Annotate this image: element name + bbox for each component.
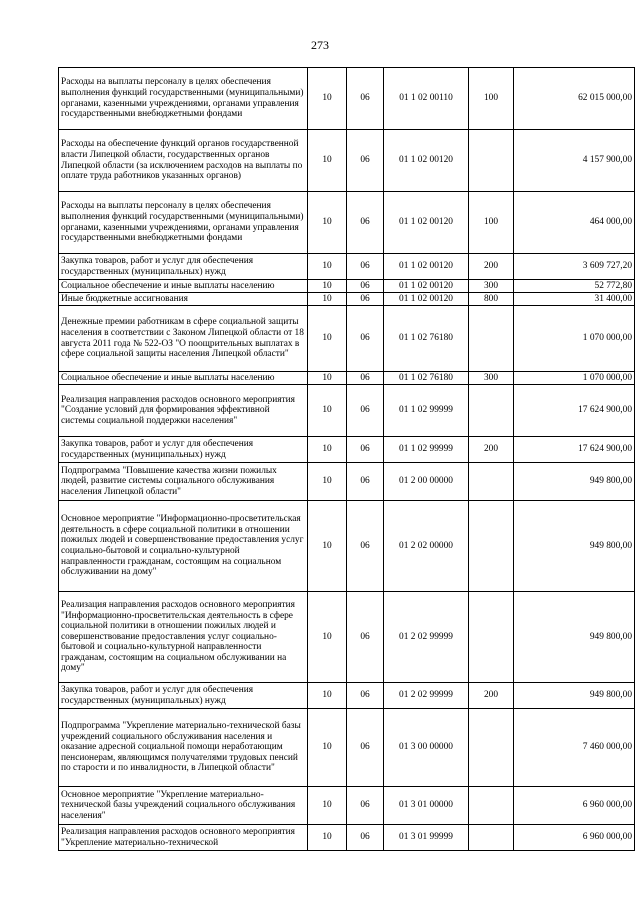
row-amount: 464 000,00: [514, 192, 635, 254]
row-description: Закупка товаров, работ и услуг для обеспечения государственных (муниципальных) нужд: [59, 437, 308, 463]
table-row: [59, 787, 635, 825]
page-number: 273: [311, 38, 329, 52]
row-expense-type: [469, 825, 514, 851]
row-expense-type: 300: [469, 372, 514, 385]
row-subsection: 06: [347, 683, 384, 709]
row-section: 10: [308, 501, 347, 592]
row-expense-type: [469, 130, 514, 192]
row-amount: 4 157 900,00: [514, 130, 635, 192]
row-subsection: 06: [347, 825, 384, 851]
row-amount: 949 800,00: [514, 501, 635, 592]
row-description: Реализация направления расходов основного мероприятия "Создание условий для формирования эффективной системы социальной поддержки населения": [59, 385, 308, 437]
row-expense-type: [469, 306, 514, 372]
table-row: [59, 825, 635, 851]
row-expense-type: [469, 592, 514, 683]
table-row: [59, 501, 635, 592]
row-article: 01 1 02 00120: [384, 192, 469, 254]
row-expense-type: [469, 709, 514, 787]
row-description: Реализация направления расходов основного мероприятия "Укрепление материально-технической: [59, 825, 308, 851]
row-section: 10: [308, 254, 347, 280]
row-expense-type: 300: [469, 280, 514, 293]
row-amount: 52 772,80: [514, 280, 635, 293]
row-article: 01 2 02 99999: [384, 683, 469, 709]
row-amount: 31 400,00: [514, 293, 635, 306]
row-article: 01 3 01 99999: [384, 825, 469, 851]
row-amount: 62 015 000,00: [514, 68, 635, 130]
row-expense-type: [469, 463, 514, 501]
row-expense-type: [469, 501, 514, 592]
row-expense-type: 100: [469, 192, 514, 254]
row-description: Расходы на обеспечение функций органов государственной власти Липецкой области, государственных органов Липецкой области (за исключением расходов на выплаты по оплате труда работников указанных органов): [59, 130, 308, 192]
row-subsection: 06: [347, 68, 384, 130]
row-article: 01 1 02 00120: [384, 254, 469, 280]
row-description: Основное мероприятие "Укрепление материально-технической базы учреждений социального обслуживания населения": [59, 787, 308, 825]
row-article: 01 1 02 00120: [384, 280, 469, 293]
table-row: [59, 437, 635, 463]
row-description: Социальное обеспечение и иные выплаты населению: [59, 280, 308, 293]
row-subsection: 06: [347, 787, 384, 825]
row-section: 10: [308, 825, 347, 851]
row-description: Социальное обеспечение и иные выплаты населению: [59, 372, 308, 385]
row-article: 01 2 02 99999: [384, 592, 469, 683]
row-subsection: 06: [347, 501, 384, 592]
row-amount: 949 800,00: [514, 463, 635, 501]
row-article: 01 3 01 00000: [384, 787, 469, 825]
row-subsection: 06: [347, 280, 384, 293]
row-subsection: 06: [347, 592, 384, 683]
row-description: Расходы на выплаты персоналу в целях обеспечения выполнения функций государственными (муниципальными) органами, казенными учреждениями, органами управления государственными внебюджетными фондами: [59, 68, 308, 130]
row-section: 10: [308, 280, 347, 293]
row-article: 01 2 02 00000: [384, 501, 469, 592]
row-description: Подпрограмма "Повышение качества жизни пожилых людей, развитие системы социального обслуживания населения Липецкой области": [59, 463, 308, 501]
row-section: 10: [308, 437, 347, 463]
row-description: Денежные премии работникам в сфере социальной защиты населения в соответствии с Законом Липецкой области от 18 августа 2011 года № 522-ОЗ "О поощрительных выплатах в сфере социальной защиты населения Липецкой области": [59, 306, 308, 372]
row-section: 10: [308, 463, 347, 501]
row-article: 01 2 00 00000: [384, 463, 469, 501]
row-amount: 7 460 000,00: [514, 709, 635, 787]
row-expense-type: [469, 385, 514, 437]
row-article: 01 1 02 76180: [384, 372, 469, 385]
table-row: [59, 254, 635, 280]
table-row: [59, 280, 635, 293]
row-subsection: 06: [347, 709, 384, 787]
row-expense-type: 200: [469, 683, 514, 709]
row-article: 01 1 02 00120: [384, 130, 469, 192]
table-row: [59, 592, 635, 683]
row-expense-type: 200: [469, 437, 514, 463]
row-subsection: 06: [347, 372, 384, 385]
row-expense-type: [469, 787, 514, 825]
row-subsection: 06: [347, 192, 384, 254]
table-row: [59, 463, 635, 501]
table-row: [59, 130, 635, 192]
row-section: 10: [308, 787, 347, 825]
table-row: [59, 372, 635, 385]
row-expense-type: 100: [469, 68, 514, 130]
row-expense-type: 200: [469, 254, 514, 280]
row-section: 10: [308, 385, 347, 437]
row-section: 10: [308, 683, 347, 709]
row-amount: 17 624 900,00: [514, 385, 635, 437]
row-section: 10: [308, 592, 347, 683]
row-article: 01 1 02 00110: [384, 68, 469, 130]
row-amount: 1 070 000,00: [514, 372, 635, 385]
row-section: 10: [308, 306, 347, 372]
table-row: [59, 683, 635, 709]
row-description: Основное мероприятие "Информационно-просветительская деятельность в сфере социальной политики в отношении пожилых людей и совершенствование предоставления услуг социально-бытовой и социально-культурной направленности гражданам, состоящим на социальном обслуживании на дому": [59, 501, 308, 592]
row-section: 10: [308, 130, 347, 192]
row-subsection: 06: [347, 437, 384, 463]
row-article: 01 3 00 00000: [384, 709, 469, 787]
row-section: 10: [308, 293, 347, 306]
row-article: 01 1 02 76180: [384, 306, 469, 372]
row-amount: 949 800,00: [514, 683, 635, 709]
row-expense-type: 800: [469, 293, 514, 306]
row-section: 10: [308, 68, 347, 130]
row-article: 01 1 02 99999: [384, 385, 469, 437]
row-subsection: 06: [347, 293, 384, 306]
row-section: 10: [308, 192, 347, 254]
row-amount: 17 624 900,00: [514, 437, 635, 463]
row-article: 01 1 02 99999: [384, 437, 469, 463]
budget-table-body: [59, 68, 635, 851]
table-row: [59, 192, 635, 254]
table-row: [59, 306, 635, 372]
table-row: [59, 385, 635, 437]
row-subsection: 06: [347, 385, 384, 437]
row-subsection: 06: [347, 463, 384, 501]
row-section: 10: [308, 372, 347, 385]
row-section: 10: [308, 709, 347, 787]
row-article: 01 1 02 00120: [384, 293, 469, 306]
table-row: [59, 709, 635, 787]
row-subsection: 06: [347, 306, 384, 372]
row-amount: 3 609 727,20: [514, 254, 635, 280]
row-description: Расходы на выплаты персоналу в целях обеспечения выполнения функций государственными (муниципальными) органами, казенными учреждениями, органами управления государственными внебюджетными фондами: [59, 192, 308, 254]
budget-table: [58, 67, 635, 851]
row-amount: 1 070 000,00: [514, 306, 635, 372]
row-subsection: 06: [347, 130, 384, 192]
table-row: [59, 293, 635, 306]
table-row: [59, 68, 635, 130]
row-amount: 6 960 000,00: [514, 787, 635, 825]
row-description: Реализация направления расходов основного мероприятия "Информационно-просветительская деятельность в сфере социальной политики в отношении пожилых людей и совершенствование предоставления услуг социально-бытовой и социально-культурной направленности гражданам, состоящим на социальном обслуживании на дому": [59, 592, 308, 683]
row-description: Закупка товаров, работ и услуг для обеспечения государственных (муниципальных) нужд: [59, 254, 308, 280]
row-description: Закупка товаров, работ и услуг для обеспечения государственных (муниципальных) нужд: [59, 683, 308, 709]
row-description: Подпрограмма "Укрепление материально-технической базы учреждений социального обслуживания населения и оказание адресной социальной помощи неработающим пенсионерам, являющимся получателями трудовых пенсий по старости и по инвалидности, в Липецкой области": [59, 709, 308, 787]
row-subsection: 06: [347, 254, 384, 280]
row-amount: 6 960 000,00: [514, 825, 635, 851]
row-amount: 949 800,00: [514, 592, 635, 683]
row-description: Иные бюджетные ассигнования: [59, 293, 308, 306]
